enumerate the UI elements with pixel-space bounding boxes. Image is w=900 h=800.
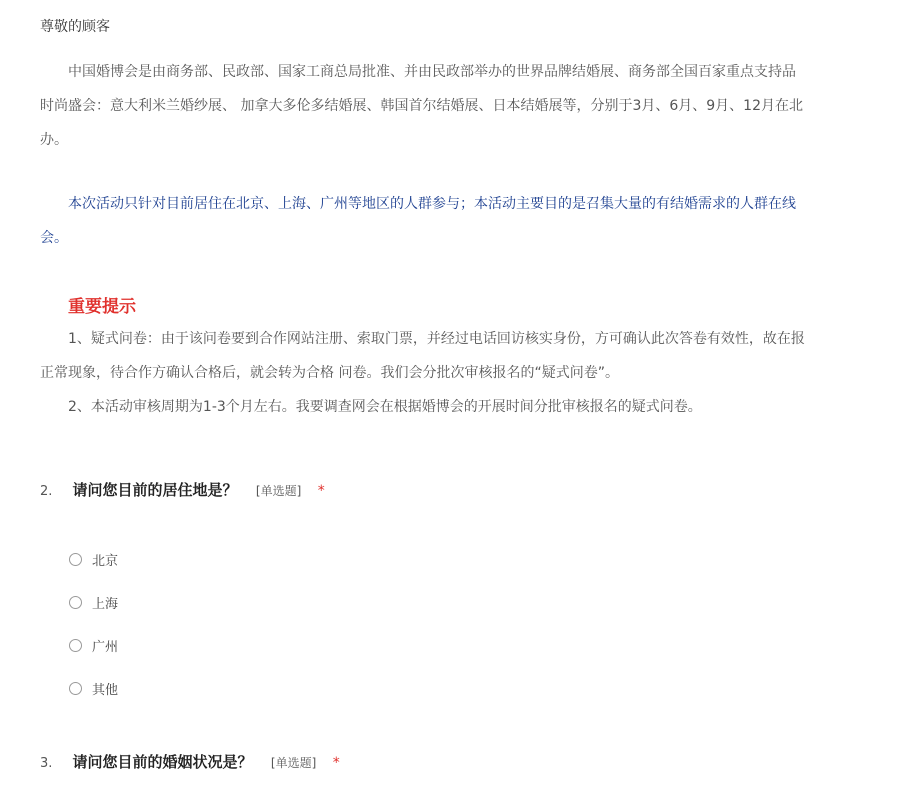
question-type-label: [单选题] [255,484,302,498]
tips-line: 2、本活动审核周期为1-3个月左右。我要调查网会在根据婚博会的开展时间分批审核报名的疑式问卷。 [68,399,702,415]
question-marital-status [40,751,340,772]
option-other[interactable] [69,679,118,698]
question-residence [40,479,325,500]
tips-paragraph [40,322,900,424]
radio-button-icon[interactable] [69,553,82,566]
tips-line: 1、疑式问卷：由于该问卷要到合作网站注册、索取门票，并经过电话回访核实身份，方可确认此次答卷有效性，故在报 [68,331,805,347]
option-label: 北京 [92,554,119,569]
question-title: 请问您目前的居住地是？ [72,481,238,499]
greeting-text: 尊敬的顾客 [40,19,110,35]
intro-line: 办。 [40,132,68,148]
option-label: 其他 [92,683,119,698]
notice-paragraph [40,187,900,255]
notice-line: 会。 [40,230,68,246]
question-number: 2. [40,484,53,499]
option-label: 广州 [92,640,119,655]
tips-title: 重要提示 [68,297,136,317]
question-number: 3. [40,756,53,771]
question-title: 请问您目前的婚姻状况是？ [72,753,253,771]
intro-line: 中国婚博会是由商务部、民政部、国家工商总局批准、并由民政部举办的世界品牌结婚展、商务部全国百家重点支持品 [68,64,796,80]
required-mark: * [332,755,340,771]
option-label: 上海 [92,597,119,612]
intro-paragraph [40,55,900,157]
notice-line: 本次活动只针对目前居住在北京、上海、广州等地区的人群参与；本活动主要目的是召集大量的有结婚需求的人群在线 [68,196,796,212]
radio-button-icon[interactable] [69,596,82,609]
radio-button-icon[interactable] [69,682,82,695]
option-shanghai[interactable] [69,593,118,612]
radio-button-icon[interactable] [69,639,82,652]
required-mark: * [317,483,325,499]
question-type-label: [单选题] [270,756,317,770]
option-guangzhou[interactable] [69,636,118,655]
intro-line: 时尚盛会：意大利米兰婚纱展、 加拿大多伦多结婚展、韩国首尔结婚展、日本结婚展等，分别于3月、6月、9月、12月在北 [40,98,803,114]
option-beijing[interactable] [69,550,118,569]
tips-line: 正常现象，待合作方确认合格后，就会转为合格 问卷。我们会分批次审核报名的“疑式问卷”。 [40,365,619,381]
